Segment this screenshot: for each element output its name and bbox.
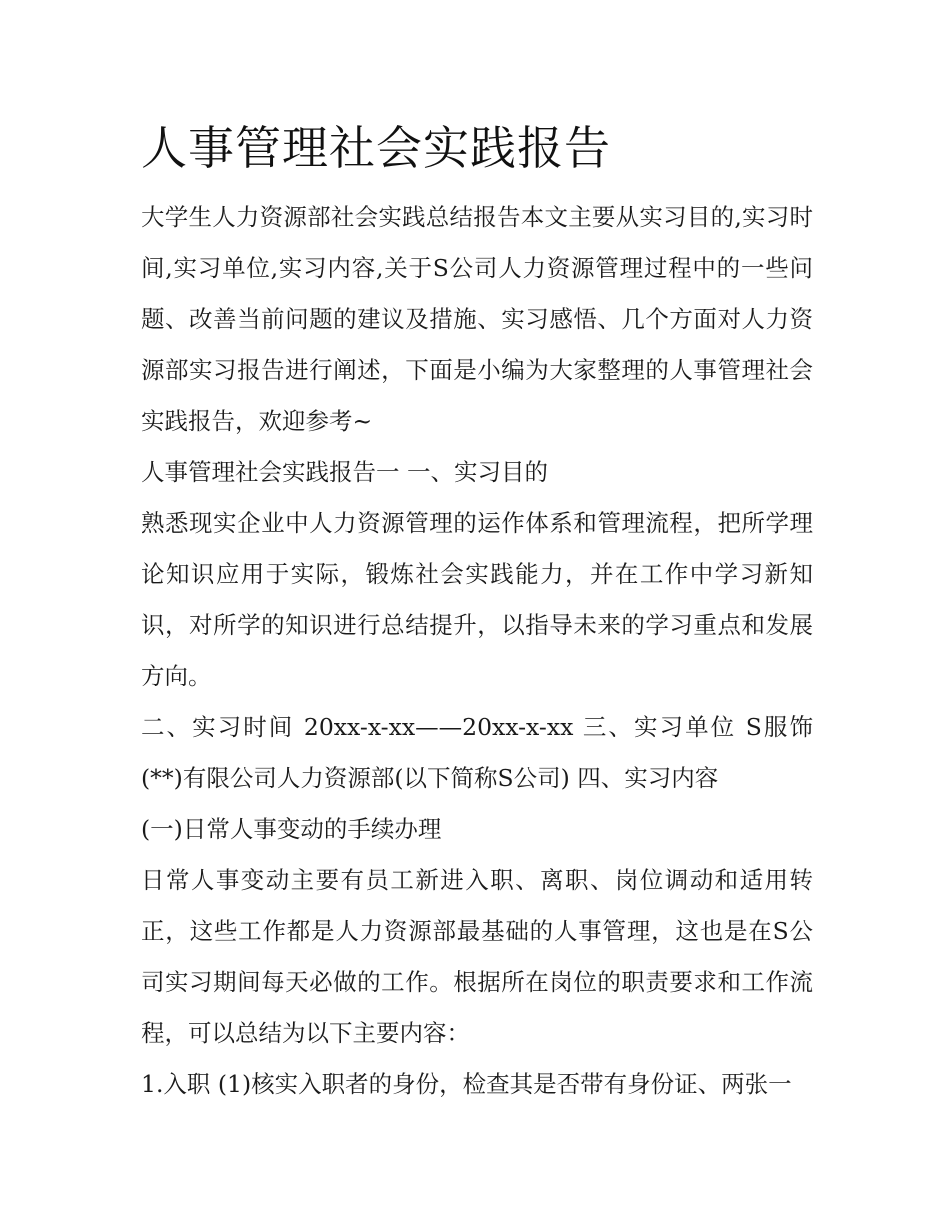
- document-page: [141, 112, 813, 1110]
- personnel-changes-paragraph: 日常人事变动主要有员工新进入职、离职、岗位调动和适用转正，这些工作都是人力资源部最基础的人事管理，这也是在S公司实习期间每天必做的工作。根据所在岗位的职责要求和工作流程，可以总结为以下主要内容：: [141, 866, 813, 1047]
- time-unit-content-paragraph: 二、实习时间 20xx-x-xx——20xx-x-xx 三、实习单位 S服饰(**)有限公司人力资源部(以下简称S公司) 四、实习内容: [141, 713, 813, 792]
- subsection-heading-personnel-changes: (一)日常人事变动的手续办理: [141, 815, 442, 843]
- section-heading-purpose: 人事管理社会实践报告一 一、实习目的: [141, 458, 548, 486]
- onboarding-paragraph: 1.入职 (1)核实入职者的身份，检查其是否带有身份证、两张一: [141, 1070, 792, 1098]
- intro-paragraph: 大学生人力资源部社会实践总结报告本文主要从实习目的,实习时间,实习单位,实习内容,关于S公司人力资源管理过程中的一些问题、改善当前问题的建议及措施、实习感悟、几个方面对人力资源部实习报告进行阐述，下面是小编为大家整理的人事管理社会实践报告，欢迎参考~: [141, 203, 813, 435]
- purpose-paragraph: 熟悉现实企业中人力资源管理的运作体系和管理流程，把所学理论知识应用于实际，锻炼社会实践能力，并在工作中学习新知识，对所学的知识进行总结提升，以指导未来的学习重点和发展方向。: [141, 509, 813, 690]
- document-title: 人事管理社会实践报告: [141, 121, 611, 175]
